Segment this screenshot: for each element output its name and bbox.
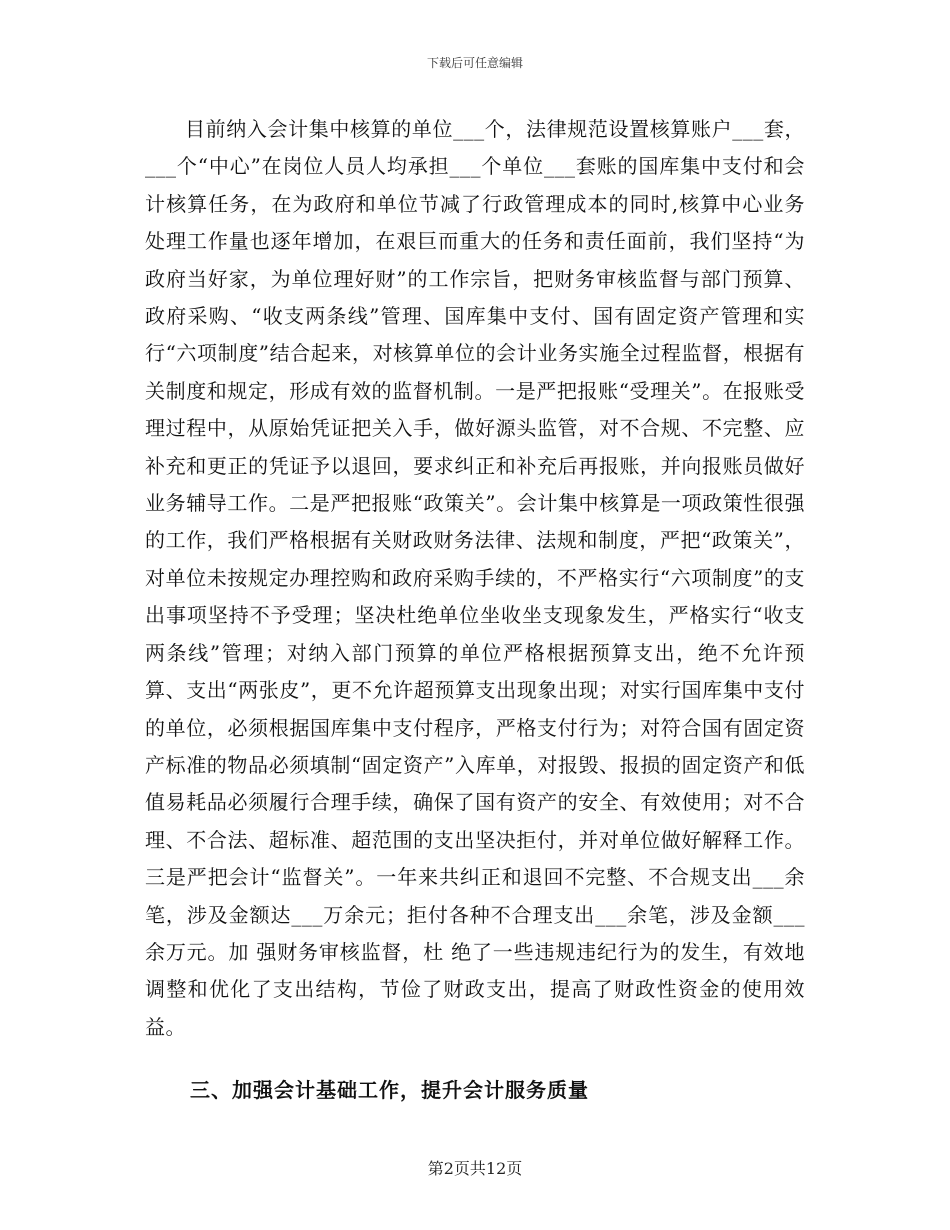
body-paragraph: 目前纳入会计集中核算的单位___个，法律规范设置核算账户___套，___个“中心”在岗位人员人均承担___个单位___套账的国库集中支付和会计核算任务，在为政府和单位节减了行政管理成本的同时,核算中心业务处理工作量也逐年增加，在艰巨而重大的任务和责任面前，我们坚持“为政府当好家，为单位理好财”的工作宗旨，把财务审核监督与部门预算、政府采购、“收支两条线”管理、国库集中支付、国有固定资产管理和实行“六项制度”结合起来，对核算单位的会计业务实施全过程监督，根据有关制度和规定，形成有效的监督机制。一是严把报账“受理关”。在报账受理过程中，从原始凭证把关入手，做好源头监管，对不合规、不完整、应补充和更正的凭证予以退回，要求纠正和补充后再报账，并向报账员做好业务辅导工作。二是严把报账“政策关”。会计集中核算是一项政策性很强的工作，我们严格根据有关财政财务法律、法规和制度，严把“政策关”，对单位未按规定办理控购和政府采购手续的，不严格实行“六项制度”的支出事项坚持不予受理；坚决杜绝单位坐收坐支现象发生，严格实行“收支两条线”管理；对纳入部门预算的单位严格根据预算支出，绝不允许预算、支出“两张皮”，更不允许超预算支出现象出现；对实行国库集中支付的单位，必须根据国库集中支付程序，严格支付行为；对符合国有固定资产标准的物品必须填制“固定资产”入库单，对报毁、报损的固定资产和低值易耗品必须履行合理手续，确保了国有资产的安全、有效使用；对不合理、不合法、超标准、超范围的支出坚决拒付，并对单位做好解释工作。三是严把会计“监督关”。一年来共纠正和退回不完整、不合规支出___余笔，涉及金额达___万余元；拒付各种不合理支出___余笔，涉及金额___余万元。加 强财务审核监督，杜 绝了一些违规违纪行为的发生，有效地调整和优化了支出结构，节俭了财政支出，提高了财政性资金的使用效益。 [145,117,805,1039]
section-heading: 三、加强会计基础工作，提升会计服务质量 [190,1078,589,1102]
page-number: 第2页共12页 [427,1159,523,1178]
page-header-note: 下载后可任意编辑 [426,56,523,70]
